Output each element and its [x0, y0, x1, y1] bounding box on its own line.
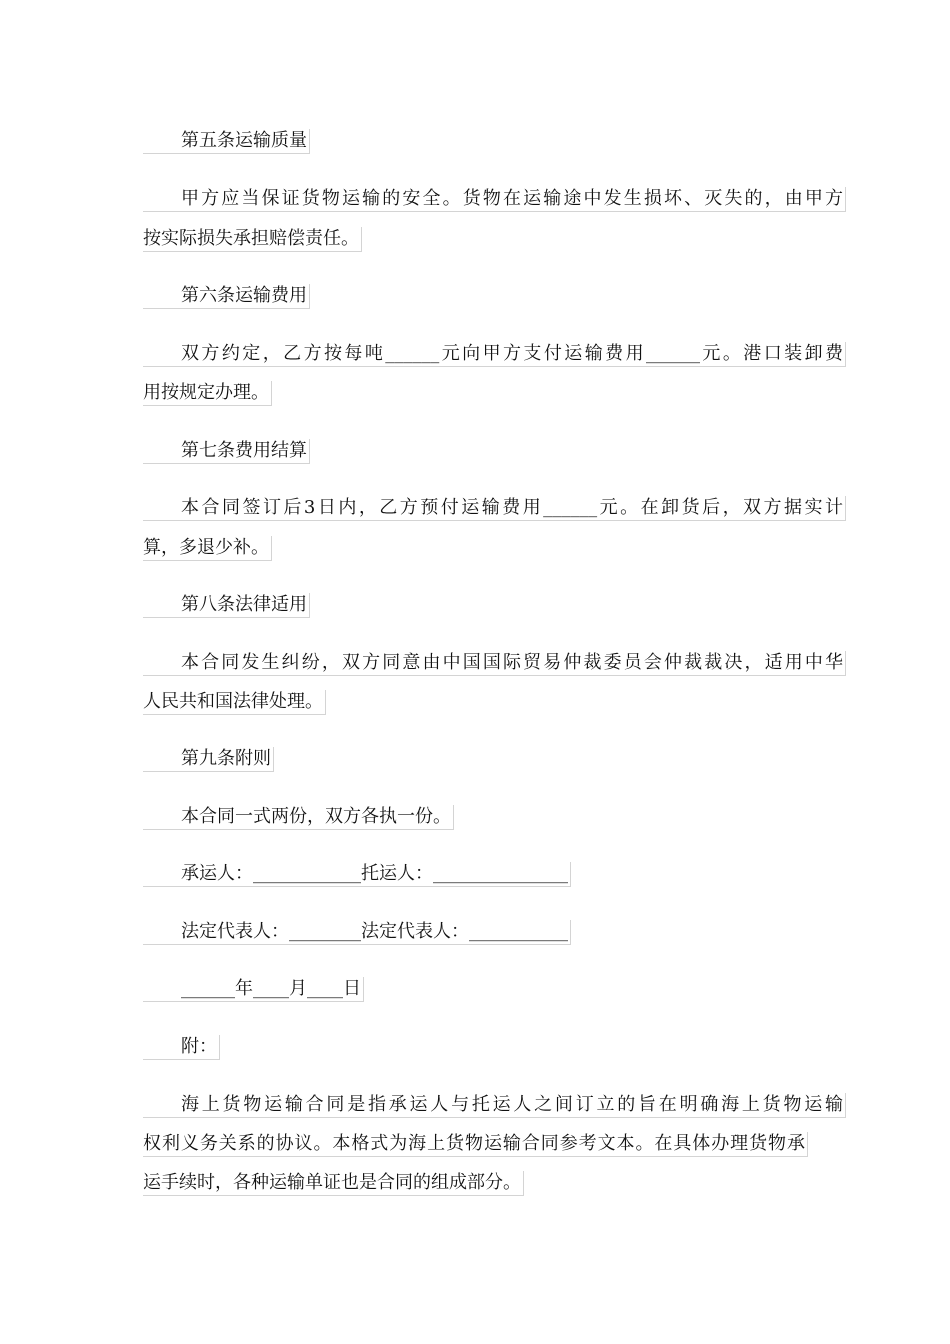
article-8-heading: 第八条法律适用: [143, 593, 310, 618]
article-5-paragraph-line-1: 甲方应当保证货物运输的安全。货物在运输途中发生损坏、灭失的，由甲方: [143, 187, 846, 212]
article-7-paragraph-line-2: 算，多退少补。: [143, 536, 272, 561]
article-7-paragraph-line-1: 本合同签订后3日内，乙方预付运输费用______元。在卸货后，双方据实计: [143, 496, 846, 521]
article-5-heading: 第五条运输质量: [143, 129, 310, 154]
article-9-heading: 第九条附则: [143, 747, 274, 772]
article-6-heading: 第六条运输费用: [143, 284, 310, 309]
appendix-heading: 附：: [143, 1035, 220, 1060]
signature-date: ______年____月____日: [143, 977, 364, 1002]
signature-carrier-shipper: 承运人：____________托运人：_______________: [143, 862, 571, 887]
article-7-heading: 第七条费用结算: [143, 439, 310, 464]
appendix-paragraph-line-2: 权利义务关系的协议。本格式为海上货物运输合同参考文本。在具体办理货物承: [143, 1132, 808, 1157]
appendix-paragraph-line-1: 海上货物运输合同是指承运人与托运人之间订立的旨在明确海上货物运输: [143, 1093, 846, 1118]
appendix-paragraph-line-3: 运手续时，各种运输单证也是合同的组成部分。: [143, 1171, 524, 1196]
article-6-paragraph-line-1: 双方约定，乙方按每吨______元向甲方支付运输费用______元。港口装卸费: [143, 342, 846, 367]
article-8-paragraph-line-2: 人民共和国法律处理。: [143, 690, 326, 715]
article-5-paragraph-line-2: 按实际损失承担赔偿责任。: [143, 227, 362, 252]
signature-legal-representatives: 法定代表人：________法定代表人：___________: [143, 920, 571, 945]
article-6-paragraph-line-2: 用按规定办理。: [143, 381, 272, 406]
article-8-paragraph-line-1: 本合同发生纠纷，双方同意由中国国际贸易仲裁委员会仲裁裁决，适用中华: [143, 651, 846, 676]
article-9-paragraph: 本合同一式两份，双方各执一份。: [143, 805, 454, 830]
